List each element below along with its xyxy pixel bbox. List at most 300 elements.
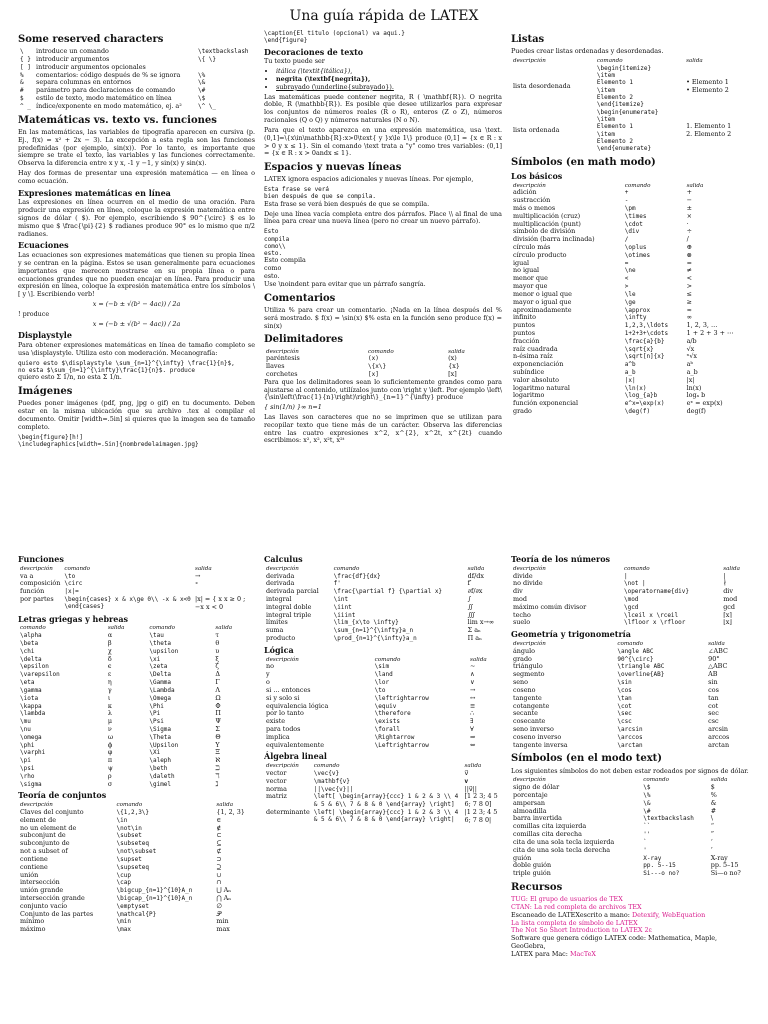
table-cell: puntos [513,328,536,337]
table-cell: ↔ [470,693,476,702]
table-cell: ∂f/∂x [467,587,483,596]
table-row [264,355,502,363]
table-cell: suma [266,626,284,635]
table-cell: \to [64,572,76,580]
table-cell: \max [116,926,131,934]
table-cell: por partes [20,595,54,603]
column-1 [18,30,255,535]
table-cell: ∪ [216,870,222,879]
displaystyle-code-2: no esta $\sum_{n=1}^{\infty}\frac{1}{n}$. produce [18,367,196,375]
table-cell: \begin{cases} x & x\ge 0\\ -x & x<0 \end{cases} [64,596,191,611]
table-cell: logₐ b [686,391,706,400]
table-cell: \bigcup_{n=1}^{10}A_n [116,887,193,895]
table-cell: X-ray [643,854,662,862]
table-cell: adición [513,188,537,197]
table-cell: \overline{AB} [617,671,665,679]
table-cell: ∃ [470,717,474,726]
table-cell: \cot [617,702,632,710]
table-cell: π [107,756,113,765]
comments-title: Comentarios [264,292,336,304]
linalg-title: Álgebra lineal [264,751,327,762]
spaces-p2: Esta frase se verá bien después de que se compila. [264,199,430,208]
table-cell: ^ _ [20,102,31,110]
table-cell: doble guión [513,861,552,870]
table-cell: \gimel [149,780,172,788]
table-cell: \ [710,814,713,823]
table-cell: \frac{\partial f} {\partial x} [333,588,443,596]
delims-title: Delimitadores [264,334,344,346]
table-cell: cos [708,685,719,694]
table-cell: \Lambda [149,686,175,694]
col-header: salida [464,763,482,770]
code-line: \end{itemize} [596,101,644,109]
table-cell: \Psi [149,718,164,726]
table-cell: existe [266,717,286,726]
table-cell: \varepsilon [20,671,60,679]
table-cell: \mod [623,596,639,603]
table-cell: min [216,917,229,926]
fig-code-1: \caption{El titulo (opcional) va aqui.} [264,30,405,37]
table-cell: \forall [374,725,400,733]
table-cell: \deg(f) [624,408,651,416]
resource-link-symbols[interactable]: La lista completa de símbolo de LATEX [511,918,638,927]
table-cell: para todos [266,724,301,733]
table-cell: índice/exponente en modo matemático, ej. a² [36,101,182,110]
table-cell: tan [708,693,719,702]
table-cell: arccos [708,732,730,741]
col-header: comando [623,565,650,572]
table-cell: no un element de [20,823,77,832]
table-cell: \triangle ABC [617,663,665,671]
table-cell: \csc [617,718,632,726]
table-cell: raíz cuadrada [513,344,558,353]
table-cell: introducir argumentos opcionales [36,62,146,71]
col-header: salida [215,625,233,632]
images-title: Imágenes [18,386,73,398]
table-cell: Δ [215,670,221,679]
resource-link-detexify[interactable]: Detexify, WebEquation [631,910,706,919]
equations-produce: ! produce [18,309,50,318]
table-cell: o [266,678,270,687]
table-cell: \leftrightarrow [374,694,429,702]
table-cell: \mathbf{v} [313,777,350,785]
table-cell: ρ [107,771,112,780]
table-row [18,640,255,648]
table-cell: \sec [617,710,632,718]
table-cell: Ξ [215,748,220,757]
table-row [511,385,751,393]
table-cell: \kappa [20,702,42,710]
table-cell: \tau [149,632,164,640]
table-cell: |x|= [64,588,79,596]
table-cell: '' [643,831,651,839]
table-cell: integral doble [266,602,312,611]
table-cell: (x) [448,354,457,363]
table-row [18,580,255,588]
delims-table [264,349,502,379]
table-cell: α [107,631,113,640]
table-cell: deg(f) [686,407,706,416]
table-row [511,604,751,612]
table-cell: vector [266,776,287,785]
table-cell: introducir argumentos [36,55,110,63]
table-cell: < [686,274,692,283]
table-cell: \supset [116,855,142,863]
table-cell: ⊆ [216,839,222,848]
table-cell: max [216,925,230,934]
table-cell: \not\subset [116,848,157,856]
table-cell: |1 2 3; 4 5 6; 7 8 0| [464,808,498,824]
table-row [511,619,751,627]
table-cell: paréntesis [266,354,300,363]
table-cell: ∭ [467,610,476,619]
textsym-title: Símbolos (en el modo text) [511,753,663,765]
table-cell: \aleph [149,757,172,765]
calculus-title: Calculus [264,554,303,564]
table-cell: $ [710,783,715,792]
table-row [264,363,502,371]
table-cell: ∤ [723,579,727,588]
mathtext-p2: Hay dos formas de presentar una expresión matemática — en línea o como ecuación. [18,168,255,185]
list-item: • Elemento 1 [686,77,729,86]
numtheory-table [511,566,751,628]
table-cell: ≥ [686,297,692,306]
table-cell: ” [710,830,715,839]
table-cell: ⌈x⌉ [723,610,732,619]
table-cell: \beth [149,765,168,772]
table-cell: multiplicación (cruz) [513,211,581,220]
table-cell: \lambda [20,710,46,718]
table-cell: \Omega [149,694,172,702]
table-cell: ℷ [215,779,219,788]
spaces-p1: LATEX ignora espacios adicionales y nuevas líneas. Por ejemplo, [264,175,474,184]
table-cell: Σ aₙ [467,626,481,635]
table-cell: \{x\} [368,363,387,371]
table-cell: matriz [266,792,287,801]
mathtext-p1: En las matemáticas, las variables de tipografía aparecen en cursiva (p. Ej., f(x) = x² + 2x − 3). La excepción a esta regla son las funciones predefinidas (por ejemplo, sin(x)). Por lo tanto, es importante que siempre se trate el texto, las variables y las funciones correctamente. Observa la diferencia entre x y x, -1 y −1, y sin(x) y sin(x). [18,127,255,168]
table-cell: lim x→∞ [467,618,495,627]
table-cell: \theta [149,640,172,647]
table-cell: valor absoluto [513,375,560,384]
mathsym-subtitle: Los básicos [511,170,563,181]
table-cell: menor o igual que [513,289,572,298]
list-item: • itálica (\textit{itálica}), [276,68,502,76]
table-cell: ⌊x⌋ [723,618,732,627]
table-cell: mínimo [20,917,45,926]
delims-p2: Las llaves son caracteres que no se imprimen que se utilizan para recopilar texto que tiene más de un carácter. Observa las diferencias entre las cuatro expresiones x^2, x^{2}, x^2t, x^{2t} cuando escribimos: x², x², x²t, x²ᵗ [264,413,502,445]
table-cell: \nu [20,725,31,733]
table-cell: \vec{v} [313,769,340,777]
spaces-out-3: esto. [264,272,280,281]
table-row [264,619,502,627]
table-cell: Π [215,709,221,718]
table-cell: \psi [20,765,35,772]
listas-out-1 [684,65,751,109]
table-cell: máximo [20,925,46,934]
table-cell: subíndice [513,368,545,376]
table-cell: llaves [266,362,285,371]
table-cell: función exponencial [513,399,579,408]
col-header: comando [333,565,360,572]
listas-cmd-1 [595,65,684,109]
listas-table [511,58,751,153]
table-cell: multiplicación (punt) [513,219,581,228]
logic-title: Lógica [264,644,294,655]
listas-cmd-2 [595,109,684,153]
table-cell: techo [513,610,531,619]
textdeco-p1: Las matemáticas puede contener negrita, R ( \mathbf{R}). O negrita doble, R (\mathbb{R}). Es posible que desee utilizarlos para expresar los conjuntos de números reales (R o R), enteros (Z o Z), números racionales (Q o Q) y números naturales (N o N). [264,92,502,125]
table-cell: corchetes [266,369,298,378]
table-row [18,648,255,656]
table-cell: & [710,798,717,807]
table-cell: × [686,211,692,220]
table-cell: { } [20,56,31,63]
table-cell: 1, 2, 3, … [686,321,718,330]
table-cell: {1, 2, 3} [216,808,245,816]
column-6 [511,552,751,1022]
table-row [511,588,751,596]
table-cell: \le [624,290,636,298]
displaystyle-result: quiero esto Σ 1/n, no esta Σ 1/n. [18,373,122,382]
table-cell: \alpha [20,632,42,640]
table-cell: sec [708,709,719,718]
table-cell: \bigcap_{n=1}^{10}A_n [116,894,193,902]
table-cell: intersección grande [20,893,85,902]
table-cell: \subseteq [116,840,150,848]
table-cell: e^x=\exp(x) [624,400,665,408]
table-cell: | [723,571,726,580]
col-header: descripción [513,641,546,647]
table-cell: mayor que [513,282,548,291]
table-cell: η [107,678,112,687]
table-cell: Γ [215,678,220,687]
spaces-code-1: Esta frase se verá [264,186,330,194]
table-cell: exponenciación [513,360,564,369]
col-header: comando [643,777,669,784]
table-cell: \cup [116,871,131,879]
table-cell: \^ \_ [197,102,217,110]
table-cell: √x [686,344,695,353]
table-row [511,109,751,153]
table-row [264,742,502,750]
table-cell: \phi [20,741,35,749]
table-cell: contiene [20,862,48,871]
table-cell: \min [116,918,131,926]
resource-link-not-so-short[interactable]: The Not So Short Introduction to LATEX 2ε [511,926,652,935]
table-cell: y [266,670,270,679]
table-cell: por lo tanto [266,709,304,718]
table-cell: ∴ [470,709,475,718]
table-cell: pp. 5–15 [710,861,739,870]
table-cell: \iota [20,694,39,702]
table-cell: \Gamma [149,679,172,687]
table-row [511,275,751,283]
table-cell: \frac{a}{b} [624,337,665,345]
table-cell: ⊗ [686,250,692,259]
table-cell: triángulo [513,662,543,671]
table-cell: suelo [513,618,531,627]
table-cell: ⊃ [216,854,222,863]
table-cell: \Delta [149,671,172,679]
spaces-code3-1: como\\ [264,242,286,250]
list-item: • subrayado (\underline{subrayado}). [276,84,502,92]
table-cell: % [710,791,717,799]
table-cell: separa columnas en entornos [36,78,132,87]
table-cell: \# [643,807,651,815]
table-cell: β [107,639,112,647]
col-header: descripción [20,802,53,809]
table-cell: ω [107,732,114,741]
table-row [18,773,255,781]
table-cell: arctan [708,740,730,749]
geometry-title: Geometría y trigonometría [511,629,631,640]
table-cell: grado [513,407,532,416]
table-cell: coseno [513,685,536,694]
table-row [511,252,751,260]
table-row [18,632,255,640]
table-cell: ∞ [686,313,692,322]
table-cell: [x] [448,369,457,378]
table-row [264,687,502,695]
table-cell: 1 + 2 + 3 + ⋯ [686,328,734,337]
table-cell: ψ [107,764,113,772]
spaces-title: Espacios y nuevas líneas [264,162,402,174]
geometry-table [511,641,751,749]
spaces-out-2: como [264,264,282,273]
numtheory-title: Teoría de los números [511,554,611,564]
table-cell: μ [107,717,112,726]
table-cell: ⇔ [470,740,476,749]
table-cell: {x} [448,362,460,371]
table-cell: # [20,87,24,95]
table-cell: Conjunto de las partes [20,909,94,918]
table-cell: ν [107,724,112,733]
table-cell: ∠ABC [708,646,728,655]
table-cell: ≤ [686,289,692,298]
table-cell: element de [20,815,57,824]
list-item: • negrita (\textbf{negrita}), [276,76,502,84]
table-row [264,726,502,734]
table-cell: igual [513,258,530,267]
table-cell: comillas cita izquierda [513,822,587,831]
listas-out-2 [684,109,751,153]
col-header: descripción [20,565,53,572]
table-cell: → [194,571,201,580]
table-cell: ≡ [470,701,476,710]
table-cell: \sigma [20,780,42,788]
funciones-title: Funciones [18,554,64,564]
table-cell: \left| \begin{array}{ccc} 1 & 2 & 3 \\ 4 & 5 & 6\\ 7 & 8 & 0 \end{array} \right| [313,809,459,824]
list-item: • Elemento 2 [686,85,729,94]
col-header: comando [624,182,651,189]
table-cell: \Sigma [149,725,172,733]
table-cell: \emptyset [116,902,150,910]
table-cell: ± [686,203,692,212]
table-cell: subconjunto de [20,839,70,848]
code-line: Elemento 1 [596,123,634,131]
col-header: descripción [266,656,299,663]
table-cell: \Upsilon [149,741,179,749]
table-cell: \lor [374,679,390,687]
table-cell: no [266,662,274,671]
reserved-title: Some reserved characters [18,34,164,45]
table-cell: (x) [368,355,379,363]
textdeco-title: Decoraciones de texto [264,46,364,57]
table-cell: ⁿ√x [686,352,698,361]
table-cell: \textbackslash [643,815,694,823]
table-cell: \arcsin [617,725,643,733]
table-cell: \varphi [20,749,46,757]
mathsym-table [511,183,751,416]
table-cell: símbolo de división [513,227,576,236]
table-cell: ` [643,838,647,846]
col-header: descripción [266,348,299,355]
table-row [511,307,751,315]
listas-desc-2: lista ordenada [513,125,560,134]
mathtext-title: Matemáticas vs. texto vs. funciones [18,114,217,126]
table-cell: a_b [686,368,698,376]
table-cell: \times [624,212,647,220]
displaystyle-title: Displaystyle [18,330,72,341]
sets-title: Teoría de conjuntos [18,790,107,801]
column-2 [264,30,502,535]
table-cell: parámetro para declaraciones de comando [36,86,176,95]
greek-table [18,625,255,788]
table-row [18,103,255,111]
table-cell: \pm [624,204,636,212]
table-cell: triple guión [513,869,551,878]
resource-link-tug[interactable]: TUG: El grupo de usuarios de TEX [511,895,623,904]
table-cell: \lceil x \rceil [623,611,679,619]
funciones-table [18,566,255,612]
table-cell: \{1,2,3\} [116,809,150,816]
table-cell: división (barra inclinada) [513,235,595,244]
table-cell: \equiv [374,702,397,710]
table-cell: equivalentemente [266,740,325,749]
table-cell: ⊄ [216,847,222,856]
table-cell: \sum_{n=1}^{\infty}a_n [333,627,414,635]
code-line: \begin{itemize} [596,64,652,72]
table-cell: |x| [624,376,636,384]
col-header: comando [149,625,176,632]
table-cell: κ [107,701,112,710]
table-cell: `` [643,823,651,831]
table-cell: δ [107,654,112,663]
table-cell: ε [107,670,112,679]
table-row [264,612,502,620]
table-cell: divide [513,571,533,580]
page-title: Una guía rápida de LATEX [289,8,479,24]
table-cell: \& [197,79,206,87]
table-cell: # [710,806,717,815]
table-row [18,596,255,612]
table-cell: \subset [116,832,142,840]
table-cell: \ge [624,298,636,306]
table-cell: cot [708,701,719,710]
col-header: comando [313,763,340,770]
spaces-p3: Deje una línea vacía completa entre dos párrafos. Place \\ al final de una línea para crear una nueva línea (pero no crear un nuevo párrafo). [264,209,502,226]
table-cell: ∧ [470,670,475,679]
table-cell: puntos [513,321,536,330]
table-cell: \ln(x) [624,384,647,392]
table-cell: comentarios: código después de % se ignora [36,70,181,79]
table-cell: \operatorname{div} [623,588,689,596]
resource-link-ctan[interactable]: CTAN: La red completa de archivos TEX [511,902,642,911]
table-cell: csc [708,717,719,726]
table-cell: \sim [374,663,390,671]
resource-link-mactex[interactable]: MacTeX [569,949,596,958]
table-cell: guión [513,853,532,862]
